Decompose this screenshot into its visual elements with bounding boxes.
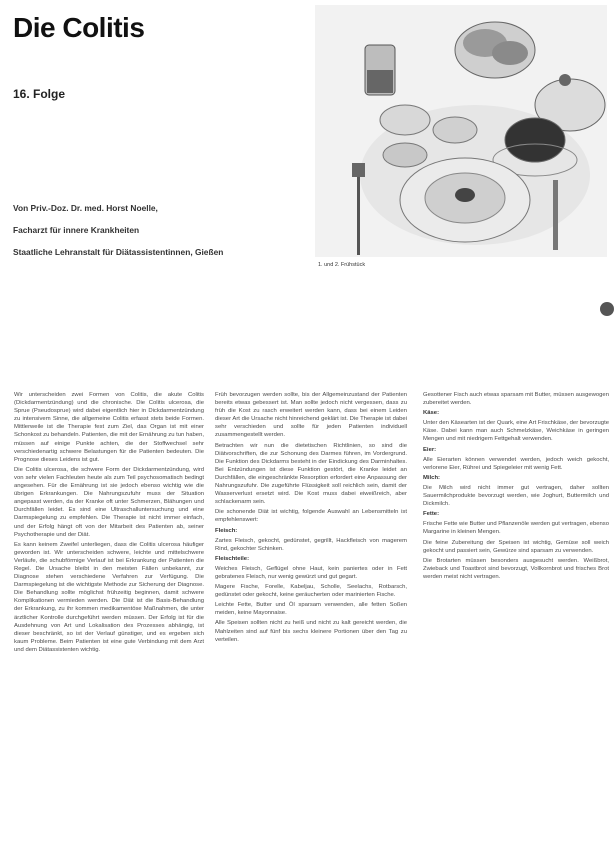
text-column-3 <box>423 391 609 841</box>
byline <box>13 197 313 263</box>
paragraph: Unter den Käsearten ist der Quark, eine Art Frischkäse, der bevorzugte Käse. Dabei kann man auch Schmelzkäse, Weichkäse in geringen Mengen und mit niedrigem Fettgehalt verwenden. <box>423 420 609 443</box>
author-line: Von Priv.-Doz. Dr. med. Horst Noelle, <box>13 203 158 213</box>
paragraph: Die schonende Diät ist wichtig, folgende Auswahl an Lebensmitteln ist empfehlenswert: <box>215 509 407 524</box>
subheading: Fleischteile: <box>215 555 250 562</box>
subheading: Käse: <box>423 410 440 417</box>
author-institution: Staatliche Lehranstalt für Diätassistentinnen, Gießen <box>13 247 224 257</box>
paragraph: Weiches Fleisch, Geflügel ohne Haut, kein paniertes oder in Fett gebratenes Fleisch, nur wenig gewürzt und gut gegart. <box>215 565 407 580</box>
paragraph: Betrachten wir nun die dietetischen Richtlinien, so sind die Diätvorschriften, die zur Schonung des Darmes führen, im Vordergrund. Die Funktion des Dickdarms besteht in der Eindickung des Darminhaltes. Bei Entzündungen ist diese Funktion gestört, die Kranke leidet an Durchfällen, die eingeschränkte Resorption erfordert eine Anpassung der Nahrungszufuhr. Die zugeführte Flüssigkeit soll reichlich sein, damit der Wasserverlust ersetzt wird. Die Kost muss dabei eiweißreich, aber schlackenarm sein. <box>215 442 407 506</box>
text-column-2 <box>215 391 407 841</box>
paragraph: Magere Fische, Forelle, Kabeljau, Scholle, Seelachs, Rotbarsch, gedünstet oder gekocht, keine geräucherten oder marinierten Fische. <box>215 584 407 599</box>
page-edge-mark <box>600 302 614 316</box>
paragraph: Die feine Zubereitung der Speisen ist wichtig, Gemüse soll weich gekocht und passiert sein, Gewürze sind sparsam zu verwenden. <box>423 539 609 554</box>
subheading: Eier: <box>423 446 437 453</box>
paragraph: Früh bevorzugen werden sollte, bis der Allgemeinzustand der Patienten bereits etwas gebessert ist. Man sollte jedoch nicht vergessen, dass zu früh die Kost zu rasch erweitert werden kann, dass bei einem Leiden dieser Art die Ursache nicht hinreichend geklärt ist. Die Therapie ist dabei sehr verschieden und sollte für jeden Patienten individuell zusammengestellt werden. <box>215 392 407 439</box>
breakfast-photo <box>315 5 607 257</box>
paragraph: Frische Fette wie Butter und Pflanzenöle werden gut vertragen, ebenso Margarine in kleinen Mengen. <box>423 521 609 536</box>
paragraph: Zartes Fleisch, gekocht, gedünstet, gegrillt, Hackfleisch von magerem Rind, gekochter Schinken. <box>215 537 407 552</box>
article-title: Die Colitis <box>13 12 145 43</box>
subheading: Fette: <box>423 511 440 518</box>
paragraph: Die Milch wird nicht immer gut vertragen, daher sollten Sauermilchprodukte bevorzugt werden, wie Joghurt, Buttermilch und Dickmilch. <box>423 484 609 508</box>
paragraph: Alle Speisen sollten nicht zu heiß und nicht zu kalt gereicht werden, die Mahlzeiten sind auf fünf bis sechs kleinere Portionen über den Tag zu verteilen. <box>215 620 407 643</box>
series-number: 16. Folge <box>13 87 66 101</box>
paragraph: Leichte Fette, Butter und Öl sparsam verwenden, alle fetten Soßen meiden, keine Mayonnaise. <box>215 602 407 617</box>
author-title: Facharzt für innere Krankheiten <box>13 225 140 235</box>
text-column-1 <box>14 391 204 841</box>
paragraph: Es kann keinem Zweifel unterliegen, dass die Colitis ulcerosa häufiger geworden ist. Wir unterscheiden schwere, leichte und mittelschwere Verläufe, die schubförmige Verlauf ist bei Erkrankung der Patienten die Regel. Die Ursache bleibt in den meisten Fällen unbekannt, zur Diagnose stehen verschiedene Verfahren zur Verfügung. Die Darmspiegelung ist die wichtigste Methode zur Sicherung der Diagnose. Die Behandlung sollte möglichst frühzeitig beginnen, damit schwere Komplikationen vermieden werden. Die Diät ist die Basis-Behandlung der Erkrankung, zu ihr kommen medikamentöse Maßnahmen, die unter ärztlicher Kontrolle durchgeführt werden müssen. Der Erfolg ist für die Ausdehnung von Art und Lokalisation des Prozesses abhängig, ist dieser beschränkt, so ist der Verlauf günstiger, und es ergeben sich kaum Probleme. Beim Patienten ist eine gute Verbindung mit dem Arzt und dem Diätassistenten wichtig. <box>14 541 204 653</box>
paragraph: Alle Eierarten können verwendet werden, jedoch weich gekocht, verlorene Eier, Rührei und Spiegeleier mit wenig Fett. <box>423 456 609 471</box>
paragraph: Wir unterscheiden zwei Formen von Colitis, die akute Colitis (Dickdarmentzündung) und die chronische. Die Colitis ulcerosa, die Sprue (Pseudosprue) wird dabei eigentlich hier in Dickdarmentzündung zu intensivem Sinne, die allgemeine Colitis erfasst stets beide Formen. Mittlerweile ist die Therapie fest zum Ziel, das Organ ist mit einer Schonkost zu behandeln. Patienten, die mit der Ernährung zu tun haben, müssen auf einige Punkte achten, die der Stoffwechsel sehr verschiedenartig schwere Belastungen für die Patienten bedeuten. Die Prognose dieses Leidens ist gut. <box>14 392 204 463</box>
subheading: Milch: <box>423 474 441 481</box>
subheading: Fleisch: <box>215 527 238 534</box>
paragraph: Die Brotarten müssen besonders ausgesucht werden. Weißbrot, Zwieback und Toastbrot sind bevorzugt, Vollkornbrot und frisches Brot werden meist nicht vertragen. <box>423 557 609 580</box>
paragraph: Die Colitis ulcerosa, die schwere Form der Dickdarmentzündung, wird von sehr vielen Fachleuten heute als zum Teil psychosomatisch bedingt angesehen. Für die Ernährung ist sie jedoch ebenso wichtig wie die übrigen Erkrankungen. Die Nahrungszufuhr muss der Situation angepasst werden, da der Kranke oft unter Schmerzen, Blähungen und Durchfällen leidet. Es sind eine Ultraschalluntersuchung und eine Darmspiegelung zu empfehlen. Die Therapie ist nicht immer einfach, und der Erfolg hängt oft von der Mitarbeit des Patienten ab, seiner Psychotherapie und der Diät. <box>14 466 204 538</box>
photo-caption: 1. und 2. Frühstück <box>318 262 366 268</box>
paragraph: Gesottener Fisch auch etwas sparsam mit Butter, müssen ausgewogen zubereitet werden. <box>423 392 609 407</box>
